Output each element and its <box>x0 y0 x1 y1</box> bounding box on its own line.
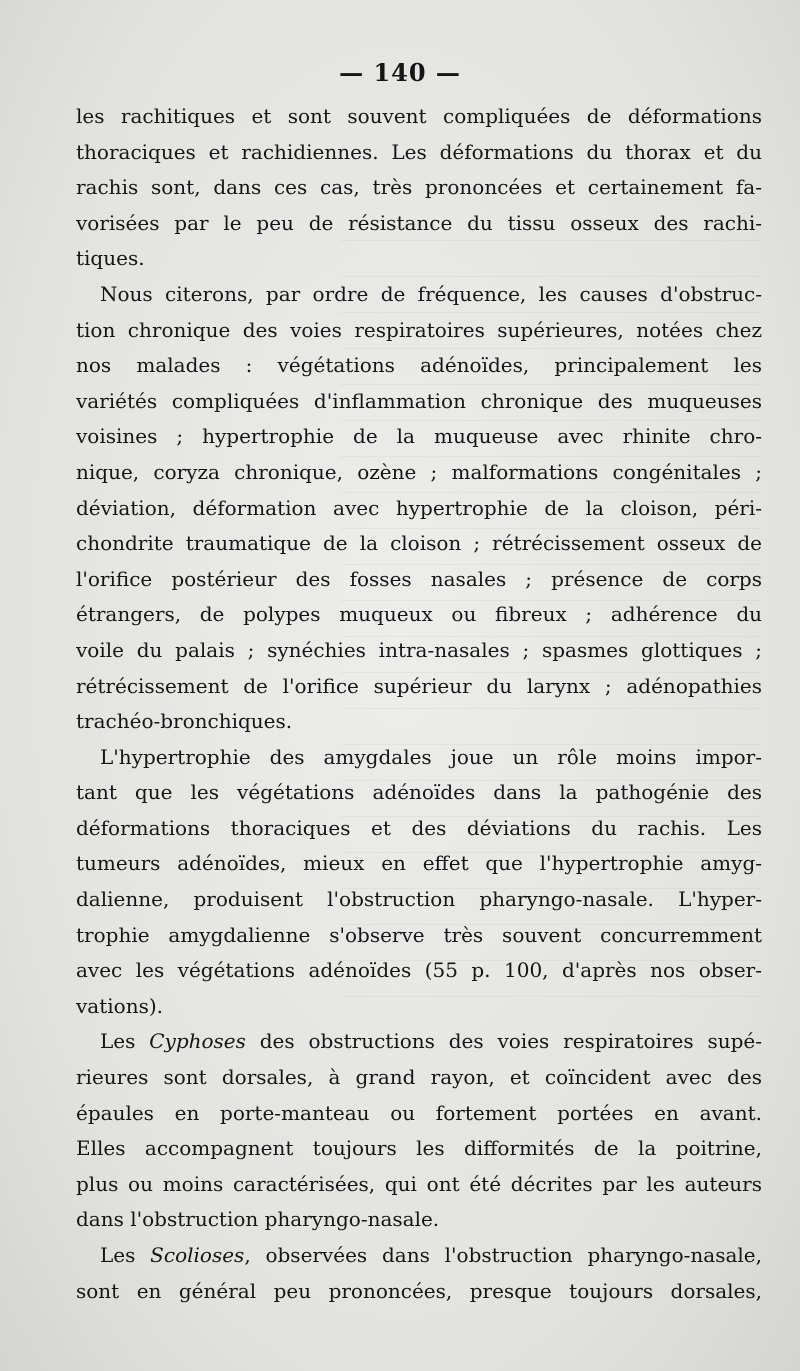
text-line: l'orifice postérieur des fosses nasales ; présence de corps <box>76 566 762 591</box>
text-line: voisines ; hypertrophie de la muqueuse avec rhinite chro- <box>76 424 762 449</box>
text-line: avec les végétations adénoïdes (55 p. 100, d'après nos obser- <box>76 958 762 983</box>
text-line: rétrécissement de l'orifice supérieur du larynx ; adénopathies <box>76 673 762 698</box>
text-run: Les <box>100 1243 151 1267</box>
text-run: , observées dans l'obstruction pharyngo-nasale, <box>244 1243 762 1267</box>
text-line: vorisées par le peu de résistance du tissu osseux des rachi- <box>76 210 762 235</box>
text-line: déformations thoraciques et des déviations du rachis. Les <box>76 815 762 840</box>
text-line: tion chronique des voies respiratoires supérieures, notées chez <box>76 317 762 342</box>
text-line: les rachitiques et sont souvent compliquées de déformations <box>76 104 762 128</box>
text-line: déviation, déformation avec hypertrophie de la cloison, péri- <box>76 495 762 520</box>
text-line: voile du palais ; synéchies intra-nasales ; spasmes glottiques ; <box>76 637 762 662</box>
text-line: L'hypertrophie des amygdales joue un rôle moins impor- <box>100 744 762 769</box>
text-line: vations). <box>76 993 164 1018</box>
text-line: rieures sont dorsales, à grand rayon, et coïncident avec des <box>76 1065 762 1090</box>
text-line <box>76 1024 762 1060</box>
text-line: dans l'obstruction pharyngo-nasale. <box>76 1207 440 1232</box>
text-line: nos malades : végétations adénoïdes, principalement les <box>76 353 762 378</box>
italic-term: Scolioses <box>150 1243 245 1267</box>
text-line: tiques. <box>76 246 145 271</box>
text-run: Les <box>100 1029 150 1054</box>
text-line: trachéo-bronchiques. <box>76 709 293 734</box>
text-line: Nous citerons, par ordre de fréquence, les causes d'obstruc- <box>100 281 762 306</box>
text-line: variétés compliquées d'inflammation chronique des muqueuses <box>76 388 762 413</box>
italic-term: Cyphoses <box>149 1029 246 1054</box>
text-line: rachis sont, dans ces cas, très prononcées et certainement fa- <box>76 175 762 200</box>
text-line: tumeurs adénoïdes, mieux en effet que l'hypertrophie amyg- <box>76 851 762 876</box>
text-line: tant que les végétations adénoïdes dans la pathogénie des <box>76 780 762 805</box>
text-line: nique, coryza chronique, ozène ; malformations congénitales ; <box>76 459 762 484</box>
body-text <box>76 99 762 1309</box>
text-line: chondrite traumatique de la cloison ; rétrécissement osseux de <box>76 531 762 556</box>
text-line: plus ou moins caractérisées, qui ont été décrites par les auteurs <box>76 1171 762 1196</box>
text-line: dalienne, produisent l'obstruction pharyngo-nasale. L'hyper- <box>76 887 762 912</box>
text-line <box>76 1238 762 1274</box>
text-line: sont en général peu prononcées, presque toujours dorsales, <box>76 1278 762 1303</box>
text-line: trophie amygdalienne s'observe très souvent concurremment <box>76 922 762 947</box>
text-run: des obstructions des voies respiratoires supé- <box>245 1029 762 1054</box>
text-line: épaules en porte-manteau ou fortement portées en avant. <box>76 1100 762 1125</box>
text-line: thoraciques et rachidiennes. Les déformations du thorax et du <box>76 139 762 164</box>
text-line: étrangers, de polypes muqueux ou fibreux ; adhérence du <box>76 602 762 627</box>
text-line: Elles accompagnent toujours les difformités de la poitrine, <box>76 1136 762 1161</box>
page-number: — 140 — <box>339 58 461 87</box>
